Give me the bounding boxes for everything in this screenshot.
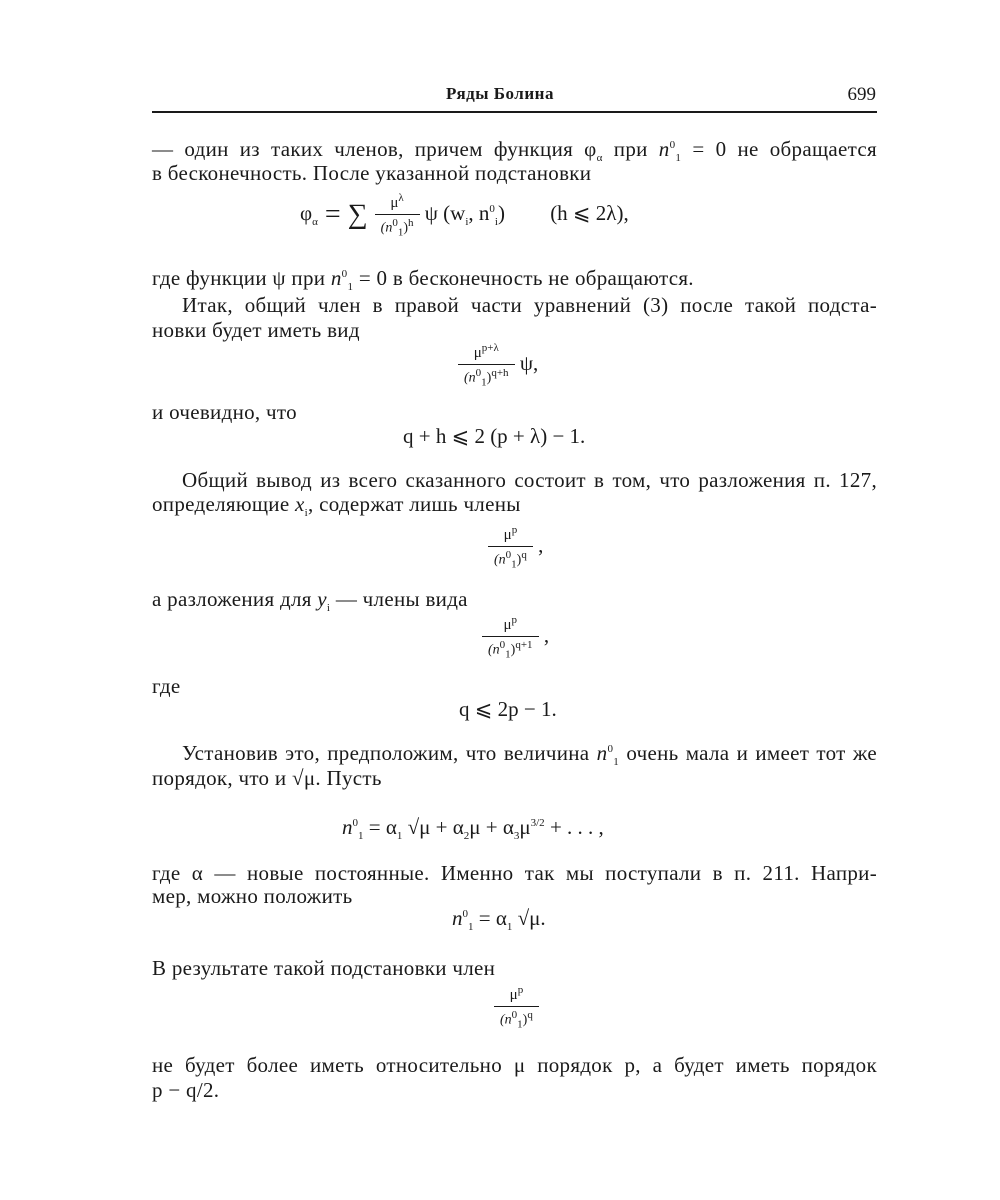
running-header-title: Ряды Болина (446, 84, 554, 103)
math-var: n (452, 906, 463, 930)
superscript: 0 (462, 908, 468, 920)
superscript: p (511, 524, 518, 536)
superscript: q+h (491, 367, 509, 379)
page-number: 699 (847, 84, 876, 105)
formula-2 (458, 342, 538, 388)
numerator: μ (509, 987, 518, 1003)
punctuation: , (538, 623, 550, 648)
formula-9 (494, 984, 539, 1030)
subscript: 1 (347, 281, 354, 294)
math-var: n (596, 741, 608, 765)
text-line: где α — новые постоянные. Именно так мы поступали в п. 211. Напри- (152, 861, 877, 885)
subscript: α (596, 152, 603, 165)
text-segment: , содержат лишь члены (308, 492, 521, 516)
text-line: В результате такой подстановки член (152, 956, 496, 980)
denominator: (n (464, 370, 476, 386)
text-segment: = 0 не обращается (692, 137, 877, 161)
denominator: (n (500, 1012, 512, 1028)
fraction (488, 524, 533, 570)
subscript: i (304, 507, 308, 520)
math-term: = α (473, 906, 507, 930)
text-line (152, 587, 877, 614)
numerator: μ (473, 345, 482, 361)
subscript: 3 (513, 830, 520, 843)
denominator: (n (488, 642, 500, 658)
superscript: q (527, 1009, 533, 1021)
subscript: 1 (358, 830, 364, 843)
numerator: μ (503, 617, 512, 633)
text-segment: . Пусть (315, 766, 382, 790)
math-term: √μ (292, 766, 316, 790)
superscript: 0 (341, 268, 348, 280)
superscript: 0 (392, 217, 398, 229)
denominator: (n (380, 220, 393, 236)
superscript: 3/2 (530, 817, 545, 829)
punctuation: , (532, 533, 544, 558)
text-segment: — один из таких членов, причем функция φ (152, 137, 597, 161)
subscript: i (465, 216, 469, 229)
subscript: 1 (396, 830, 403, 843)
text-line (152, 266, 877, 293)
condition: (h ⩽ 2λ), (550, 201, 629, 226)
subscript: α (312, 216, 318, 229)
text-line: Общий вывод из всего сказанного состоит в том, что разложения п. 127, (182, 468, 877, 492)
text-line: где (152, 674, 181, 698)
denominator-end: ) (403, 220, 408, 236)
subscript: i (494, 216, 498, 229)
text-line: p − q/2. (152, 1078, 220, 1102)
superscript: p (517, 984, 524, 996)
formula-4 (488, 524, 543, 570)
superscript: h (408, 217, 414, 229)
text-segment: при (613, 137, 648, 161)
subscript: 1 (397, 226, 404, 239)
superscript: q+1 (515, 639, 533, 651)
math-term: μ (519, 815, 531, 839)
header-rule (152, 111, 877, 113)
fraction (375, 192, 420, 238)
formula-1: $\varphi_\alpha$ = ∑ $\frac{\mu^\lambda}{(n^0_1)^h}$ ψ ($w_i$, $n^0_i$) (h ⩽ 2λ), (300, 192, 629, 239)
superscript: p+λ (481, 342, 499, 354)
superscript: λ (398, 192, 404, 204)
subscript: 1 (506, 921, 513, 934)
subscript: 1 (675, 152, 682, 165)
subscript: 1 (511, 558, 517, 571)
subscript: 1 (517, 1018, 523, 1031)
math-var: y (317, 587, 327, 611)
text-segment: — члены вида (335, 587, 468, 611)
text-line (152, 492, 877, 519)
text-line: не будет более иметь относительно μ порядок p, а будет иметь порядок (152, 1053, 877, 1077)
math-term: ψ, (514, 351, 539, 376)
subscript: 1 (613, 756, 620, 769)
fraction (458, 342, 515, 388)
subscript: 1 (505, 648, 511, 661)
text-line: мер, можно положить (152, 884, 353, 908)
math-term: √μ. (512, 906, 546, 930)
math-term: + . . . , (544, 815, 604, 839)
superscript: 0 (499, 639, 506, 651)
text-segment: очень мала и имеет тот же (626, 741, 877, 765)
subscript: 1 (468, 921, 474, 934)
math-term: ψ (w (424, 201, 466, 226)
text-line: и очевидно, что (152, 400, 297, 424)
text-segment: где функции ψ при (152, 266, 326, 290)
math-term: , n (468, 201, 490, 226)
math-var: x (295, 492, 305, 516)
superscript: 0 (607, 743, 614, 755)
subscript: 1 (481, 376, 487, 389)
superscript: 0 (505, 549, 512, 561)
denominator-end: ) (510, 642, 516, 658)
numerator: μ (390, 195, 399, 211)
denominator-end: ) (486, 370, 492, 386)
formula-3: q + h ⩽ 2 (p + λ) − 1. (403, 424, 586, 448)
math-term: μ + α (469, 815, 514, 839)
superscript: q (521, 549, 527, 561)
denominator-end: ) (516, 552, 522, 568)
text-segment: а разложения для (152, 587, 312, 611)
superscript: 0 (511, 1009, 518, 1021)
math-var: n (342, 815, 353, 839)
text-line (182, 741, 877, 768)
sum-sign: = ∑ (317, 199, 375, 231)
superscript: 0 (475, 367, 482, 379)
denominator-end: ) (522, 1012, 528, 1028)
math-var: n (658, 137, 670, 161)
text-segment: Установив это, предположим, что величина (182, 741, 590, 765)
superscript: p (511, 614, 518, 626)
subscript: 2 (463, 830, 470, 843)
text-segment: порядок, что и (152, 766, 287, 790)
math-term: = α (363, 815, 397, 839)
text-line: новки будет иметь вид (152, 318, 360, 342)
text-line: Итак, общий член в правой части уравнений (3) после такой подста- (182, 293, 877, 317)
math-var: n (330, 266, 342, 290)
formula-7 (342, 815, 604, 842)
superscript: 0 (352, 817, 358, 829)
math-var: φ (300, 201, 313, 226)
text-segment: определяющие (152, 492, 290, 516)
fraction (494, 984, 539, 1030)
text-segment: = 0 в бесконечность не обращаются. (358, 266, 694, 290)
superscript: 0 (669, 139, 676, 151)
text-line: в бесконечность. После указанной подстановки (152, 161, 592, 185)
math-term: √μ + α (402, 815, 464, 839)
fraction (482, 614, 539, 660)
denominator: (n (494, 552, 506, 568)
formula-6: q ⩽ 2p − 1. (459, 697, 557, 721)
formula-5 (482, 614, 549, 660)
numerator: μ (503, 527, 512, 543)
formula-8 (452, 906, 546, 933)
text-line (152, 766, 877, 791)
superscript: 0 (489, 203, 495, 216)
subscript: i (326, 602, 331, 615)
